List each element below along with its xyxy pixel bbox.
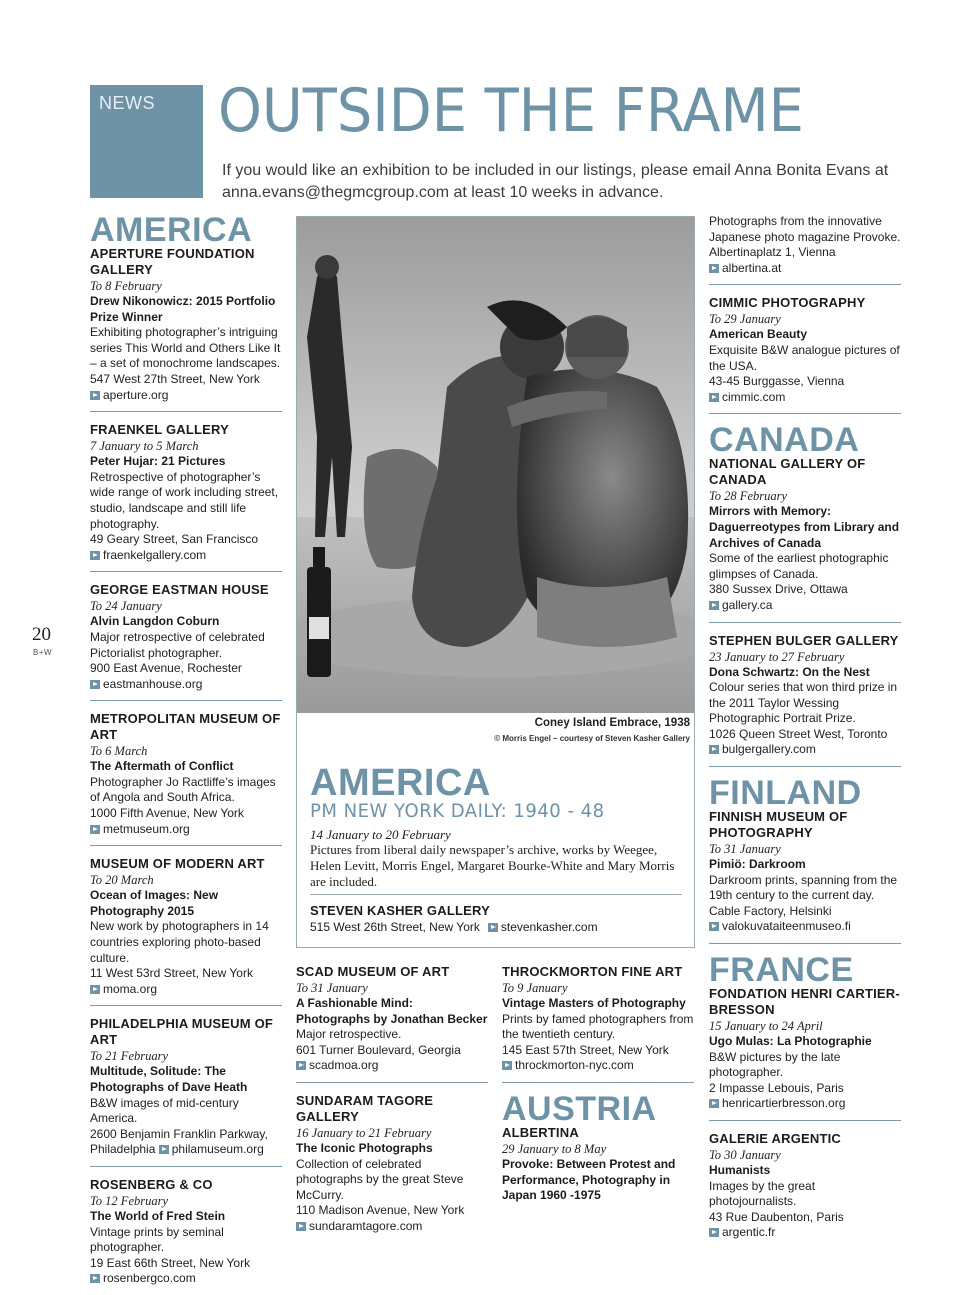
website-text: eastmanhouse.org <box>103 676 203 691</box>
gallery-address: 110 Madison Avenue, New York <box>296 1203 465 1218</box>
website-text: bulgergallery.com <box>722 742 816 757</box>
feature-photo <box>297 217 694 713</box>
exhibition-description: B&W images of mid-century America. <box>90 1095 239 1126</box>
feature-divider <box>310 894 682 895</box>
exhibition-date: To 8 February <box>90 279 162 293</box>
gallery-address: 19 East 66th Street, New York <box>90 1255 251 1270</box>
gallery-address <box>90 1127 282 1158</box>
website-link[interactable] <box>90 982 282 998</box>
gallery-name: SUNDARAM TAGORE GALLERY <box>296 1092 434 1124</box>
arrow-icon <box>709 601 719 610</box>
arrow-icon <box>709 393 719 402</box>
gallery-address: 43 Rue Daubenton, Paris <box>709 1209 844 1224</box>
arrow-icon <box>90 680 100 689</box>
gallery-address: Albertinaplatz 1, Vienna <box>709 245 836 260</box>
exhibition-description: Major retrospective. <box>296 1027 402 1042</box>
gallery-name: CIMMIC PHOTOGRAPHY <box>709 295 866 311</box>
gallery-name: SCAD MUSEUM OF ART <box>296 964 450 979</box>
website-link[interactable] <box>296 1058 488 1074</box>
arrow-icon <box>90 1274 100 1283</box>
arrow-icon <box>159 1145 169 1154</box>
column-3 <box>502 964 694 1212</box>
listing-albertina-continued <box>709 214 901 285</box>
website-text: albertina.at <box>722 260 782 275</box>
listing-scad <box>296 964 488 1083</box>
listing-moma <box>90 856 282 1006</box>
news-tag-box <box>90 85 203 198</box>
listing-cimmic <box>709 295 901 414</box>
website-link[interactable] <box>502 1058 694 1074</box>
arrow-icon <box>296 1222 306 1231</box>
exhibition-date: To 20 March <box>90 873 154 888</box>
arrow-icon <box>502 1061 512 1070</box>
gallery-address: 2 Impasse Lebouis, Paris <box>709 1080 844 1095</box>
arrow-icon <box>709 1099 719 1108</box>
arrow-icon <box>709 922 719 931</box>
website-link[interactable] <box>90 548 282 564</box>
arrow-icon <box>488 923 498 932</box>
intro-text: If you would like an exhibition to be included in our listings, please email Anna Bonita Evans at anna.evans@thegmcgroup.com at least 10 weeks in advance. <box>222 162 889 201</box>
gallery-name: APERTURE FOUNDATION GALLERY <box>90 246 255 277</box>
region-heading-austria: AUSTRIA <box>502 1089 657 1128</box>
exhibition-description: New work by photographers in 14 countries exploring photo-based culture. <box>90 919 269 965</box>
gallery-name: PHILADELPHIA MUSEUM OF ART <box>90 1016 274 1048</box>
exhibition-date: To 31 January <box>296 981 368 995</box>
website-text: throckmorton-nyc.com <box>515 1058 634 1073</box>
gallery-name: GALERIE ARGENTIC <box>709 1131 842 1146</box>
exhibition-description: Photographer Jo Ractliffe’s images of Angola and South Africa. <box>90 774 276 805</box>
gallery-name: METROPOLITAN MUSEUM OF ART <box>90 711 281 743</box>
exhibition-date: To 21 February <box>90 1049 169 1064</box>
exhibition-description: Some of the earliest photographic glimpses of Canada. <box>709 551 889 581</box>
exhibition-description: Retrospective of photographer’s wide range of work including street, studio, landscape and still life photography. <box>90 469 279 531</box>
exhibition-date: 15 January to 24 April <box>709 1019 823 1034</box>
exhibition-description: Colour series that won third prize in the 2011 Taylor Wessing Photographic Portrait Prize. <box>709 680 898 726</box>
listing-rosenberg <box>90 1177 282 1295</box>
exhibition-description: Photographs from the innovative Japanese photo magazine Provoke. <box>709 214 901 244</box>
exhibition-date: 7 January to 5 March <box>90 439 199 454</box>
region-heading-america: AMERICA <box>90 211 253 249</box>
exhibition-title: The Aftermath of Conflict <box>90 759 234 774</box>
region-heading-canada: CANADA <box>709 421 860 460</box>
exhibition-title: Drew Nikonowicz: 2015 Portfolio Prize Winner <box>90 294 276 324</box>
listing-eastman <box>90 582 282 701</box>
arrow-icon <box>90 985 100 994</box>
photo-credit: © Morris Engel – courtesy of Steven Kasher Gallery <box>494 734 690 743</box>
gallery-address: 1026 Queen Street West, Toronto <box>709 726 888 741</box>
exhibition-description: Exquisite B&W analogue pictures of the USA. <box>709 342 900 373</box>
exhibition-description: Images by the great photojournalists. <box>709 1178 816 1209</box>
website-link[interactable] <box>90 822 282 838</box>
listing-cartier-bresson <box>709 986 901 1121</box>
gallery-name: GEORGE EASTMAN HOUSE <box>90 582 269 598</box>
listing-albertina <box>502 1125 694 1212</box>
website-text: sundaramtagore.com <box>309 1218 423 1233</box>
arrow-icon <box>709 264 719 273</box>
listing-throckmorton <box>502 964 694 1083</box>
news-tag: NEWS <box>99 93 155 113</box>
gallery-address: Cable Factory, Helsinki <box>709 903 832 918</box>
gallery-name: ALBERTINA <box>502 1124 579 1140</box>
region-heading-finland: FINLAND <box>709 774 862 813</box>
column-2 <box>296 964 488 1243</box>
exhibition-title: Peter Hujar: 21 Pictures <box>90 454 226 469</box>
arrow-icon <box>709 1228 719 1237</box>
website-text: moma.org <box>103 981 158 996</box>
exhibition-date: To 9 January <box>502 981 568 995</box>
exhibition-date: To 29 January <box>709 312 781 327</box>
gallery-name: FRAENKEL GALLERY <box>90 422 229 438</box>
exhibition-date: To 31 January <box>709 842 781 857</box>
website-link[interactable] <box>709 1096 901 1112</box>
exhibition-date: To 24 January <box>90 599 162 614</box>
website-text: argentic.fr <box>722 1225 776 1240</box>
listing-finnish-museum <box>709 809 901 944</box>
exhibition-date: To 6 March <box>90 744 148 759</box>
exhibition-title: The World of Fred Stein <box>90 1208 226 1223</box>
exhibition-title: Ugo Mulas: La Photographie <box>709 1034 872 1049</box>
exhibition-title: Ocean of Images: New Photography 2015 <box>90 888 219 918</box>
photo-image <box>297 217 694 713</box>
listing-fraenkel <box>90 422 282 572</box>
exhibition-date: To 28 February <box>709 489 788 504</box>
region-heading-france: FRANCE <box>709 951 854 990</box>
website-link[interactable] <box>709 390 901 406</box>
exhibition-date: To 12 February <box>90 1193 169 1208</box>
arrow-icon <box>90 825 100 834</box>
exhibition-date: 16 January to 21 February <box>296 1125 432 1140</box>
exhibition-description: Darkroom prints, spanning from the 19th century to the current day. <box>709 872 898 903</box>
exhibition-title: Pimiö: Darkroom <box>709 857 806 872</box>
website-text: henricartierbresson.org <box>722 1096 846 1111</box>
address-text: 515 West 26th Street, New York <box>310 920 480 934</box>
website-text: rosenbergco.com <box>103 1271 196 1286</box>
website-link[interactable] <box>90 677 282 693</box>
arrow-icon <box>709 745 719 754</box>
listing-sundaram <box>296 1093 488 1243</box>
gallery-address: 900 East Avenue, Rochester <box>90 661 242 676</box>
exhibition-title: American Beauty <box>709 327 808 342</box>
arrow-icon <box>90 391 100 400</box>
exhibition-date: To 30 January <box>709 1148 781 1162</box>
gallery-address: 145 East 57th Street, New York <box>502 1042 669 1057</box>
gallery-address: 1000 Fifth Avenue, New York <box>90 806 244 821</box>
exhibition-title: Mirrors with Memory: Daguerreotypes from Library and Archives of Canada <box>709 504 900 550</box>
gallery-address: 43-45 Burggasse, Vienna <box>709 374 845 389</box>
exhibition-title: Multitude, Solitude: The Photographs of Dave Heath <box>90 1064 248 1094</box>
page-title: OUTSIDE THE FRAME <box>218 76 804 146</box>
exhibition-description: Exhibiting photographer’s intriguing series This World and Others Like It – a set of monochrome landscapes. <box>90 325 281 371</box>
website-text: valokuvataiteenmuseo.fi <box>722 919 851 934</box>
exhibition-description: Prints by famed photographers from the twentieth century. <box>502 1011 694 1042</box>
website-text: metmuseum.org <box>103 821 190 836</box>
website-text: aperture.org <box>103 387 169 402</box>
website-text: cimmic.com <box>722 389 786 404</box>
website-link[interactable] <box>709 1225 901 1241</box>
gallery-address: 601 Turner Boulevard, Georgia <box>296 1042 461 1057</box>
feature-date: 14 January to 20 February <box>310 827 451 842</box>
website-text: gallery.ca <box>722 597 773 612</box>
gallery-address: 11 West 53rd Street, New York <box>90 966 253 981</box>
exhibition-date: 23 January to 27 February <box>709 649 845 664</box>
exhibition-title: Dona Schwartz: On the Nest <box>709 664 870 679</box>
feature-box <box>296 216 695 948</box>
website-link[interactable] <box>709 742 901 758</box>
gallery-address: 547 West 27th Street, New York <box>90 371 260 386</box>
exhibition-title: Vintage Masters of Photography <box>502 996 686 1010</box>
website-link[interactable] <box>90 1271 282 1287</box>
gallery-name: FONDATION HENRI CARTIER-BRESSON <box>709 986 900 1018</box>
gallery-address: 380 Sussex Drive, Ottawa <box>709 582 848 597</box>
gallery-name: ROSENBERG & CO <box>90 1176 213 1192</box>
exhibition-title: The Iconic Photographs <box>296 1140 433 1155</box>
listing-philadelphia <box>90 1016 282 1167</box>
exhibition-title: Alvin Langdon Coburn <box>90 614 220 629</box>
exhibition-title: Provoke: Between Protest and Performance, Photography in Japan 1960 -1975 <box>502 1156 676 1203</box>
gallery-name: NATIONAL GALLERY OF CANADA <box>709 456 866 488</box>
website-link[interactable] <box>296 1219 488 1235</box>
arrow-icon <box>90 551 100 560</box>
magazine-mark: B+W <box>33 648 53 657</box>
exhibition-description: Major retrospective of celebrated Pictorialist photographer. <box>90 629 265 660</box>
website-link[interactable] <box>90 388 282 404</box>
listing-national-gallery-canada <box>709 456 901 622</box>
photo-caption: Coney Island Embrace, 1938 <box>534 717 690 729</box>
website-link[interactable] <box>709 598 901 614</box>
listing-aperture <box>90 246 282 412</box>
exhibition-date: 29 January to 8 May <box>502 1141 607 1156</box>
exhibition-description: B&W pictures by the late photographer. <box>709 1049 841 1080</box>
website-link[interactable]: philamuseum.org <box>171 1142 264 1157</box>
feature-description: Pictures from liberal daily newspaper’s archive, works by Weegee, Helen Levitt, Morris Engel, Margaret Bourke-White and Mary Morris are included. <box>310 842 675 889</box>
gallery-name: MUSEUM OF MODERN ART <box>90 856 265 872</box>
feature-address <box>310 920 598 934</box>
exhibition-title: Humanists <box>709 1163 771 1177</box>
website-link[interactable]: stevenkasher.com <box>500 920 598 934</box>
listing-argentic <box>709 1131 901 1249</box>
website-link[interactable] <box>709 919 901 935</box>
listing-met <box>90 711 282 846</box>
exhibition-title: A Fashionable Mind: Photographs by Jonathan Becker <box>296 996 488 1026</box>
gallery-name: FINNISH MUSEUM OF PHOTOGRAPHY <box>709 809 848 841</box>
arrow-icon <box>296 1061 306 1070</box>
exhibition-description: Vintage prints by seminal photographer. <box>90 1224 224 1255</box>
listing-bulger <box>709 633 901 768</box>
gallery-address: 49 Geary Street, San Francisco <box>90 532 259 547</box>
address-text: 2600 Benjamin Franklin Parkway, Philadelphia <box>90 1126 268 1157</box>
website-text: fraenkelgallery.com <box>103 547 207 562</box>
page-number: 20 <box>32 624 51 645</box>
feature-subtitle: PM NEW YORK DAILY: 1940 - 48 <box>310 800 605 822</box>
gallery-name: THROCKMORTON FINE ART <box>502 964 683 979</box>
exhibition-description: Collection of celebrated photographs by the great Steve McCurry. <box>296 1156 464 1202</box>
feature-region-heading: AMERICA <box>310 762 491 804</box>
feature-gallery-name: STEVEN KASHER GALLERY <box>310 903 490 918</box>
column-4 <box>709 214 901 1249</box>
column-america <box>90 211 282 1295</box>
website-link[interactable] <box>709 261 901 277</box>
website-text: scadmoa.org <box>309 1058 379 1073</box>
gallery-name: STEPHEN BULGER GALLERY <box>709 632 899 648</box>
